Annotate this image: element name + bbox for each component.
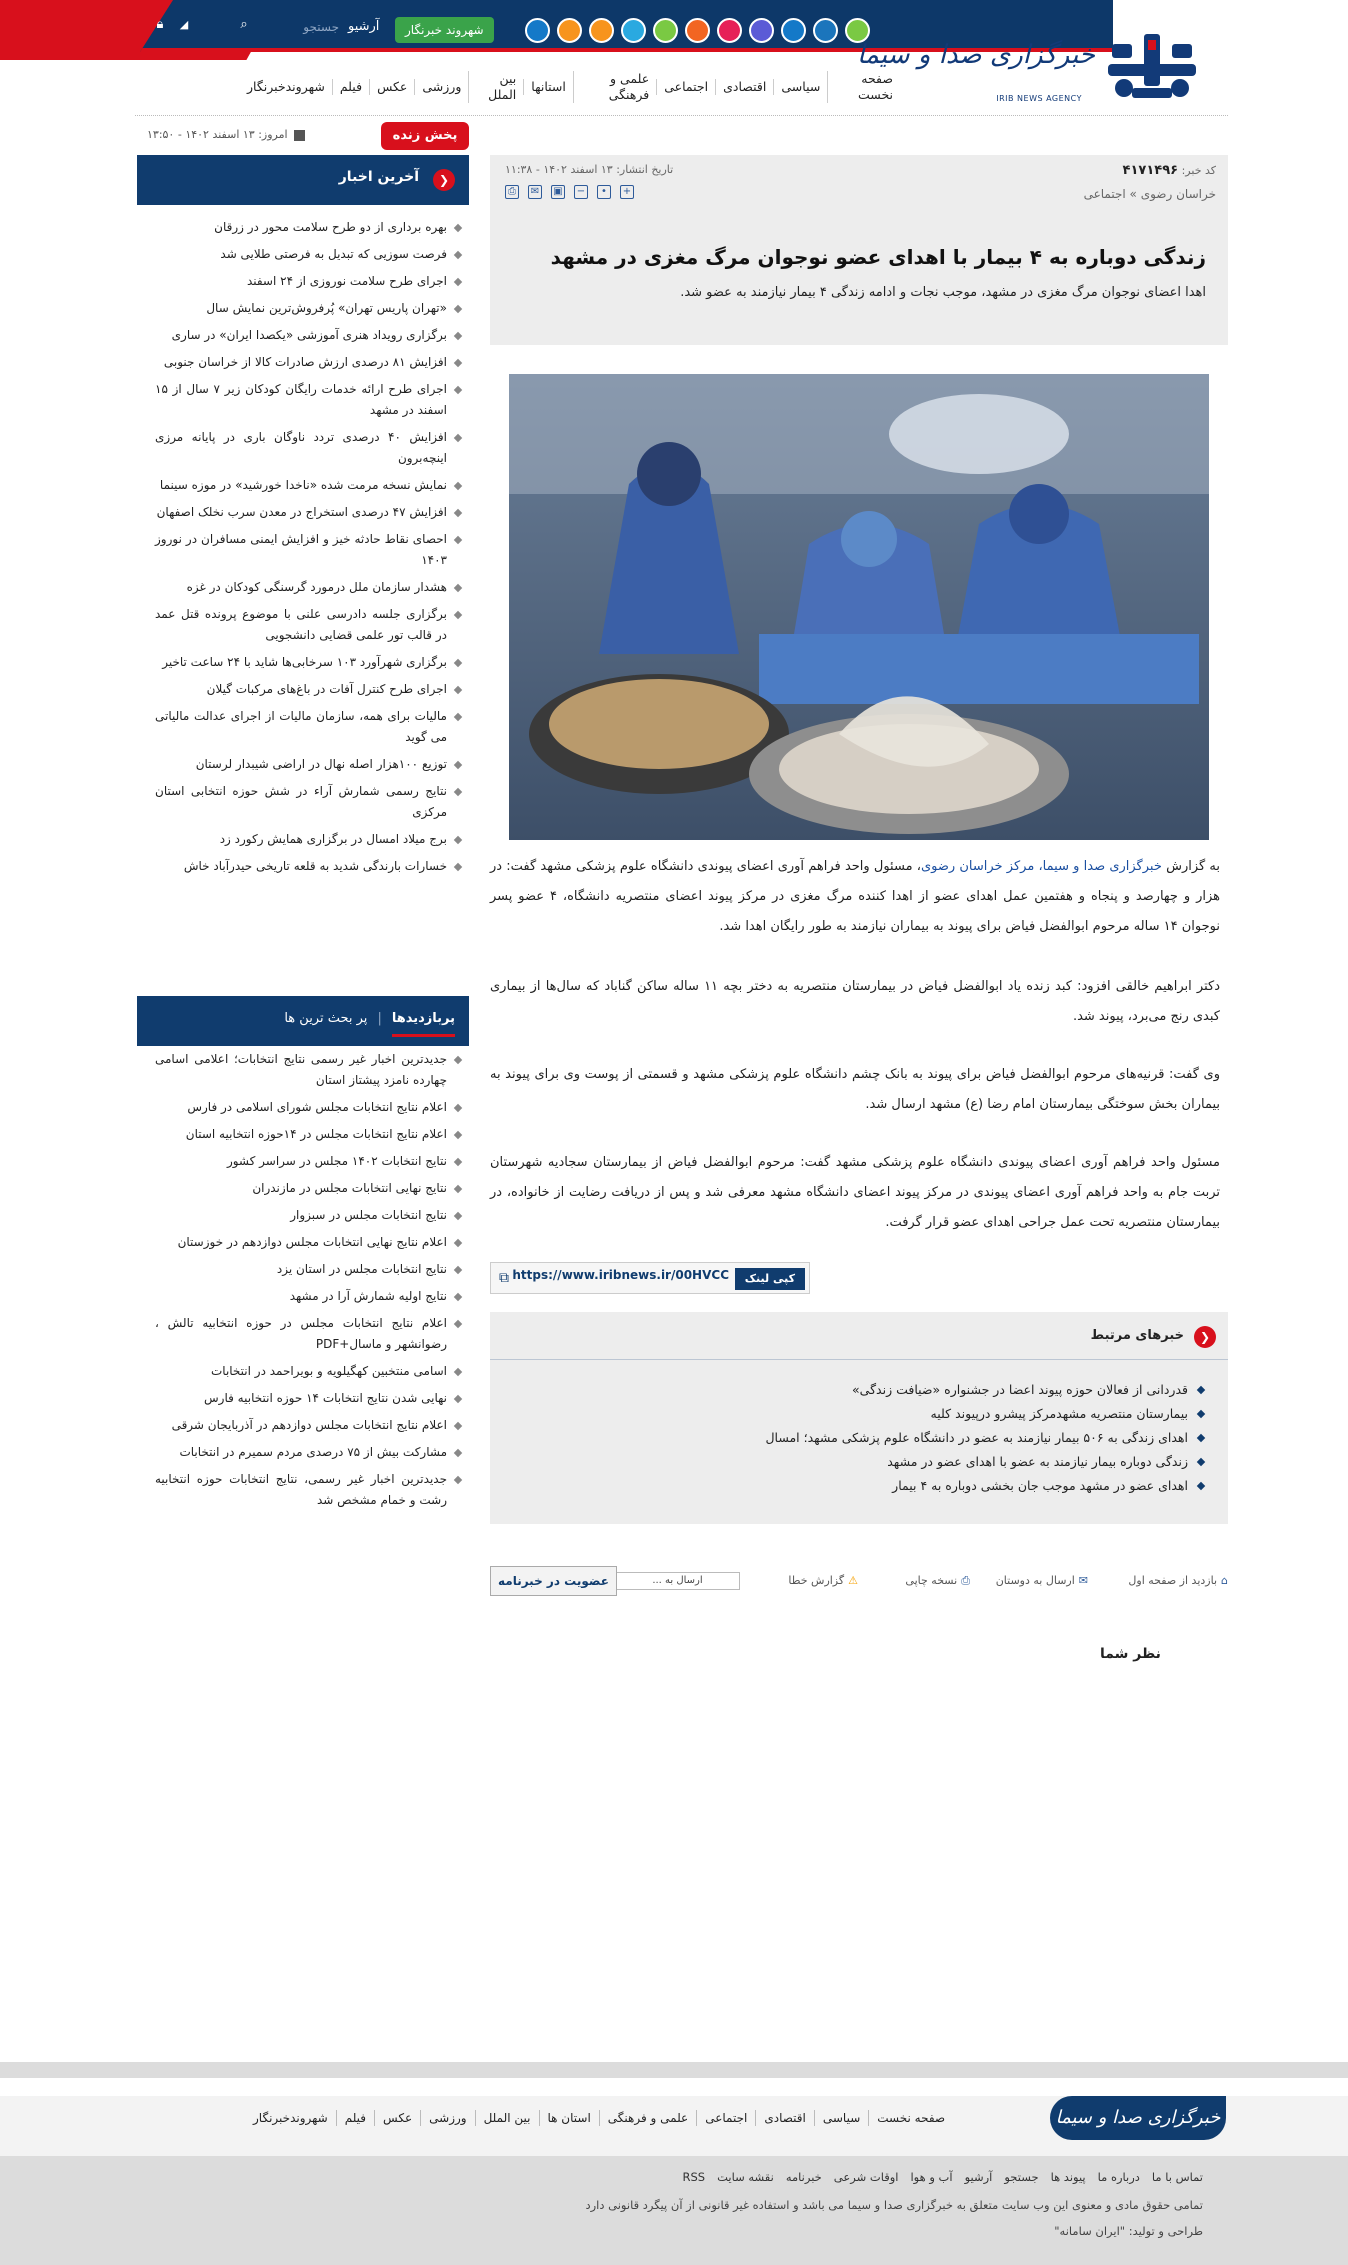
article-p1-text: ، مسئول واحد فراهم آوری اعضای پیوندی دانشگاه علوم پزشکی مشهد گفت: در هزار و چهارصد و پنجاه و هفتمین عمل اهدای عضو از اهدا کننده مرگ مغزی در مرکز پیوند اعضای منتصریه دانشگاه، ۴ عضو پسر نوجوان ۱۴ ساله مرحوم ابوالفضل فیاض برای پیوند به بیماران نیازمند به طور رایگان اهدا شد.: [490, 859, 1220, 934]
nav-economy[interactable]: اقتصادی: [715, 79, 773, 95]
footer-nav-item[interactable]: بین الملل: [475, 2110, 539, 2126]
nav-politics[interactable]: سیاسی: [773, 79, 827, 95]
irib-emblem-icon: [1104, 30, 1200, 106]
latest-news-item[interactable]: افزایش ۸۱ درصدی ارزش صادرات کالا از خراسان جنوبی: [137, 349, 469, 376]
popular-news-list: [137, 1046, 469, 1514]
surgery-photo-illustration: [509, 374, 1209, 840]
popular-news-item[interactable]: جدیدترین اخبار غیر رسمی نتایج انتخابات؛ اعلامی اسامی چهارده نامزد پیشتاز استان: [137, 1046, 469, 1094]
popular-news-header: [137, 996, 469, 1046]
nav-international[interactable]: بین الملل: [468, 71, 523, 103]
related-news-item[interactable]: زندگی دوباره بیمار نیازمند به عضو با اهدای عضو در مشهد: [765, 1450, 1206, 1474]
app-gap-icon[interactable]: [685, 18, 710, 43]
latest-news-item[interactable]: خسارات بارندگی شدید به قلعه تاریخی حیدرآباد خاش: [137, 853, 469, 880]
envelope-icon: ✉: [1078, 1574, 1088, 1587]
popular-news-item[interactable]: نتایج انتخابات مجلس در استان یزد: [137, 1256, 469, 1283]
print-label: نسخه چاپی: [905, 1574, 958, 1587]
popular-news-item[interactable]: نتایج نهایی انتخابات مجلس در مازندران: [137, 1175, 469, 1202]
footer-bottom: [0, 2156, 1348, 2265]
latest-news-item[interactable]: هشدار سازمان ملل درمورد گرسنگی کودکان در غزه: [137, 574, 469, 601]
latest-news-item[interactable]: برگزاری شهرآورد ۱۰۳ سرخابی‌ها شاید با ۲۴ ساعت تاخیر: [137, 649, 469, 676]
email-icon[interactable]: ✉: [528, 185, 542, 199]
source-link[interactable]: خبرگزاری صدا و سیما، مرکز خراسان رضوی: [920, 859, 1162, 874]
article-p1-prefix: به گزارش: [1161, 859, 1220, 874]
latest-news-item[interactable]: اجرای طرح ارائه خدمات رایگان کودکان زیر ۷ سال از ۱۵ اسفند در مشهد: [137, 376, 469, 424]
footer-separator: [0, 2062, 1348, 2078]
footer-nav-item[interactable]: عکس: [374, 2110, 420, 2126]
nav-sports[interactable]: ورزشی: [414, 79, 468, 95]
app-soroush-icon[interactable]: [589, 18, 614, 43]
footer-link[interactable]: نقشه سایت: [717, 2170, 774, 2184]
footer-link[interactable]: RSS: [682, 2170, 706, 2184]
short-link-url[interactable]: https://www.iribnews.ir/00HVCC: [512, 1268, 729, 1282]
latest-news-item[interactable]: نمایش نسخه مرمت شده «ناخدا خورشید» در موزه سینما: [137, 472, 469, 499]
latest-news-header: [137, 155, 469, 205]
footer-link[interactable]: جستجو: [1004, 2170, 1039, 2184]
related-news-item[interactable]: بیمارستان منتصریه مشهدمرکز پیشرو درپیوند کلیه: [765, 1402, 1206, 1426]
footer-link[interactable]: اوقات شرعی: [833, 2170, 899, 2184]
related-news-item[interactable]: اهدای زندگی به ۵۰۶ بیمار نیازمند به عضو در دانشگاه علوم پزشکی مشهد؛ امسال: [765, 1426, 1206, 1450]
search-icon[interactable]: ⌕: [240, 17, 248, 32]
article-tools: [505, 185, 634, 199]
font-decrease-icon[interactable]: −: [574, 185, 588, 199]
related-news-title: خبرهای مرتبط: [1090, 1328, 1184, 1343]
home-visit-label: بازدید از صفحه اول: [1128, 1574, 1218, 1587]
article-paragraph-2: دکتر ابراهیم خالقی افزود: کبد زنده یاد ابوالفضل فیاض در بیمارستان منتصریه به دختر بچه ۱۱ ساله ساکن گناباد که سال‌ها از بیماری کبدی رنج می‌برد، پیوند شد.: [490, 979, 1220, 1024]
article-paragraph-1: [490, 852, 1220, 942]
nav-social[interactable]: اجتماعی: [656, 79, 715, 95]
send-friends-link[interactable]: [996, 1574, 1088, 1587]
popular-news-item[interactable]: مشارکت بیش از ۷۵ درصدی مردم سمیرم در انتخابات: [137, 1439, 469, 1466]
article-lead: اهدا اعضای نوجوان مرگ مغزی در مشهد، موجب نجات و ادامه زندگی ۴ بیمار نیازمند به عضو شد.: [680, 285, 1206, 300]
article-title: زندگی دوباره به ۴ بیمار با اهدای عضو نوجوان مرگ مغزی در مشهد: [550, 245, 1206, 269]
app-bale2-icon[interactable]: [781, 18, 806, 43]
chevron-left-icon: ❮: [1194, 1326, 1216, 1348]
popular-news-item[interactable]: نتایج انتخابات ۱۴۰۲ مجلس در سراسر کشور: [137, 1148, 469, 1175]
today-date-text: امروز: ۱۳ اسفند ۱۴۰۲ - ۱۳:۵۰: [147, 128, 288, 141]
app-telewebion-icon[interactable]: [749, 18, 774, 43]
footer-link[interactable]: درباره ما: [1097, 2170, 1140, 2184]
article-paragraph-4: مسئول واحد فراهم آوری اعضای پیوندی دانشگاه علوم پزشکی مشهد گفت: مرحوم ابوالفضل فیاض از بیمارستان سجادیه شهرستان تربت جام به واحد فراهم آوری اعضای پیوندی در مرکز پیوند اعضای دانشگاه مشهد معرفی شد و پس از دریافت رضایت از خانواده، در بیمارستان منتصریه تحت عمل جراحی اهدای عضو قرار گرفت.: [490, 1155, 1220, 1230]
nav-science-culture[interactable]: علمی و فرهنگی: [573, 71, 656, 103]
latest-news-item[interactable]: اجرای طرح کنترل آفات در باغ‌های مرکبات گیلان: [137, 676, 469, 703]
tab-most-viewed[interactable]: پربازدیدها: [392, 1011, 455, 1037]
nav-provinces[interactable]: استانها: [523, 79, 573, 95]
latest-news-item[interactable]: «تهران پاریس تهران» پُرفروش‌ترین نمایش سال: [137, 295, 469, 322]
tab-most-discussed[interactable]: پر بحث ترین ها: [284, 1011, 368, 1026]
popular-news-item[interactable]: نتایج انتخابات مجلس در سبزوار: [137, 1202, 469, 1229]
comments-title: نظر شما: [1100, 1646, 1161, 1662]
printer-icon: ⎙: [961, 1574, 970, 1587]
footer-links: [683, 2170, 1204, 2184]
font-increase-icon[interactable]: +: [620, 185, 634, 199]
latest-news-title: آخرین اخبار: [338, 169, 419, 185]
print-icon[interactable]: ⎙: [505, 185, 519, 199]
popular-news-item[interactable]: اعلام نتایج انتخابات مجلس در ۱۴حوزه انتخابیه استان: [137, 1121, 469, 1148]
latest-news-list: [137, 214, 469, 880]
footer-nav-item[interactable]: استان ها: [539, 2110, 599, 2126]
newsletter-membership-button[interactable]: عضویت در خبرنامه: [490, 1566, 617, 1596]
latest-news-item[interactable]: مالیات برای همه، سازمان مالیات از اجرای عدالت مالیاتی می گوید: [137, 703, 469, 751]
copy-link-button[interactable]: کپی لینک: [735, 1268, 805, 1290]
footer-nav-item[interactable]: علمی و فرهنگی: [599, 2110, 696, 2126]
copyright-text: تمامی حقوق مادی و معنوی این وب سایت متعلق به خبرگزاری صدا و سیما می باشد و استفاده غیر قانونی از آن پیگرد قانونی دارد: [585, 2198, 1203, 2212]
latest-news-item[interactable]: برج میلاد امسال در برگزاری همایش رکورد زد: [137, 826, 469, 853]
report-error-link[interactable]: [788, 1574, 858, 1587]
latest-news-item[interactable]: برگزاری رویداد هنری آموزشی «یکصدا ایران» در ساری: [137, 322, 469, 349]
share-button[interactable]: ارسال به ...: [615, 1572, 740, 1590]
app-eitaa-icon[interactable]: [557, 18, 582, 43]
nav-citizen-journalist[interactable]: شهروندخبرنگار: [247, 79, 325, 94]
report-error-label: گزارش خطا: [788, 1574, 845, 1587]
app-ios-icon[interactable]: [813, 18, 838, 43]
archive-link[interactable]: آرشیو: [348, 19, 380, 34]
send-friends-label: ارسال به دوستان: [995, 1574, 1075, 1587]
home-icon: ⌂: [1221, 1574, 1228, 1587]
latest-news-item[interactable]: نتایج رسمی شمارش آراء در شش حوزه انتخابی استان مرکزی: [137, 778, 469, 826]
footer-nav-item[interactable]: شهروندخبرنگار: [253, 2111, 328, 2125]
footer-nav-item[interactable]: اقتصادی: [755, 2110, 814, 2126]
main-navigation: [240, 72, 900, 102]
popular-news-item[interactable]: اعلام نتایج نهایی انتخابات مجلس دوازدهم در خوزستان: [137, 1229, 469, 1256]
nav-photo[interactable]: عکس: [369, 79, 414, 95]
article-photo: [509, 374, 1209, 840]
popular-news-item[interactable]: نتایج اولیه شمارش آرا در مشهد: [137, 1283, 469, 1310]
short-link-box: [490, 1262, 810, 1294]
article-paragraph-3: وی گفت: قرنیه‌های مرحوم ابوالفضل فیاض برای پیوند به بانک چشم دانشگاه علوم پزشکی مشهد و قسمتی از پوست وی برای پیوند به بیماران بخش سوختگی بیمارستان امام رضا (ع) مشهد ارسال شد.: [490, 1067, 1220, 1112]
live-date-row: [137, 122, 469, 150]
rss-icon[interactable]: ◢: [179, 18, 189, 31]
footer-nav-item[interactable]: صفحه نخست: [868, 2110, 953, 2126]
app-aparat-icon[interactable]: [717, 18, 742, 43]
latest-news-item[interactable]: فرصت سوزیی که تبدیل به فرصتی طلایی شد: [137, 241, 469, 268]
chevron-left-icon[interactable]: ❮: [433, 169, 455, 191]
latest-news-item[interactable]: بهره برداری از دو طرح سلامت محور در زرقان: [137, 214, 469, 241]
news-code: [1123, 163, 1216, 178]
app-igap-icon[interactable]: [653, 18, 678, 43]
related-news-header: [490, 1312, 1228, 1360]
related-news-item[interactable]: اهدای عضو در مشهد موجب جان بخشی دوباره به ۴ بیمار: [765, 1474, 1206, 1498]
popular-news-item[interactable]: اعلام نتایج انتخابات مجلس شورای اسلامی در فارس: [137, 1094, 469, 1121]
latest-news-item[interactable]: افزایش ۴۰ درصدی تردد ناوگان باری در پایانه مرزی اینچه‌برون: [137, 424, 469, 472]
save-icon[interactable]: ▣: [551, 185, 565, 199]
live-stream-button[interactable]: پخش زنده: [381, 122, 469, 150]
footer-nav-item[interactable]: فیلم: [336, 2110, 374, 2126]
latest-news-item[interactable]: برگزاری جلسه دادرسی علنی با موضوع پرونده قتل عمد در قالب تور علمی قضایی دانشجویی: [137, 601, 469, 649]
related-news-list: [765, 1378, 1206, 1498]
related-news-item[interactable]: قدردانی از فعالان حوزه پیوند اعضا در جشنواره «ضیافت زندگی»: [765, 1378, 1206, 1402]
article-actions: [490, 1566, 1228, 1596]
popular-news-item[interactable]: اعلام نتایج انتخابات مجلس دوازدهم در آذربایجان شرقی: [137, 1412, 469, 1439]
breadcrumb[interactable]: خراسان رضوی » اجتماعی: [1083, 187, 1216, 201]
logo-subtitle: IRIB NEWS AGENCY: [996, 94, 1082, 103]
latest-news-item[interactable]: توزیع ۱۰۰هزار اصله نهال در اراضی شیبدار لرستان: [137, 751, 469, 778]
popular-news-item[interactable]: اعلام نتایج انتخابات مجلس در حوزه انتخابیه تالش ، رضوانشهر و ماسال+PDF: [137, 1310, 469, 1358]
header-divider: [135, 115, 1228, 116]
footer-navigation: [0, 2096, 1348, 2156]
news-code-label: کد خبر:: [1181, 164, 1216, 177]
latest-news-item[interactable]: افزایش ۴۷ درصدی استخراج در معدن سرب نخلک اصفهان: [137, 499, 469, 526]
nav-video[interactable]: فیلم: [332, 79, 369, 95]
latest-news-item[interactable]: احصای نقاط حادثه خیز و افزایش ایمنی مسافران در نوروز ۱۴۰۳: [137, 526, 469, 574]
article-header: [490, 155, 1228, 345]
font-reset-icon[interactable]: •: [597, 185, 611, 199]
footer-link[interactable]: خبرنامه: [785, 2170, 822, 2184]
tab-separator: |: [377, 1011, 382, 1026]
logo-brand-text: خبرگزاری صدا و سیما: [857, 40, 1095, 70]
footer-link[interactable]: پیوند ها: [1050, 2170, 1086, 2184]
search-input[interactable]: جستجو: [303, 20, 339, 34]
home-visit-link[interactable]: [1128, 1574, 1228, 1587]
app-bale-icon[interactable]: [621, 18, 646, 43]
design-credit: طراحی و تولید: "ایران سامانه": [1054, 2224, 1203, 2238]
footer-link[interactable]: آرشیو: [964, 2170, 993, 2184]
footer-nav-links: [245, 2110, 953, 2126]
citizen-journalist-button[interactable]: شهروند خبرنگار: [395, 17, 494, 43]
link-icon[interactable]: ⧉: [499, 1270, 509, 1286]
news-code-value: ۴۱۷۱۴۹۶: [1122, 163, 1179, 178]
calendar-icon: [294, 130, 305, 141]
lock-icon[interactable]: 🔒︎: [156, 17, 164, 32]
publish-date: تاریخ انتشار: ۱۳ اسفند ۱۴۰۲ - ۱۱:۳۸: [505, 163, 674, 176]
latest-news-item[interactable]: اجرای طرح سلامت نوروزی از ۲۴ اسفند: [137, 268, 469, 295]
today-date: [147, 128, 305, 141]
popular-news-item[interactable]: نهایی شدن نتایج انتخابات ۱۴ حوزه انتخابیه فارس: [137, 1385, 469, 1412]
nav-home[interactable]: صفحه نخست: [827, 71, 900, 103]
app-icons-row: [525, 18, 870, 43]
warning-icon: ⚠: [848, 1574, 858, 1587]
print-link[interactable]: [905, 1574, 970, 1588]
footer-logo[interactable]: خبرگزاری صدا و سیما: [1050, 2096, 1226, 2140]
popular-news-item[interactable]: جدیدترین اخبار غیر رسمی، نتایج انتخابات حوزه انتخابیه رشت و خمام مشخص شد: [137, 1466, 469, 1514]
footer-link[interactable]: تماس با ما: [1151, 2170, 1203, 2184]
related-news-box: [490, 1312, 1228, 1524]
popular-news-item[interactable]: اسامی منتخبین کهگیلویه و بویراحمد در انتخابات: [137, 1358, 469, 1385]
footer-nav-item[interactable]: ورزشی: [420, 2110, 474, 2126]
footer-nav-item[interactable]: سیاسی: [814, 2110, 868, 2126]
footer-link[interactable]: آب و هوا: [910, 2170, 953, 2184]
app-rubika-icon[interactable]: [525, 18, 550, 43]
footer-nav-item[interactable]: اجتماعی: [696, 2110, 755, 2126]
